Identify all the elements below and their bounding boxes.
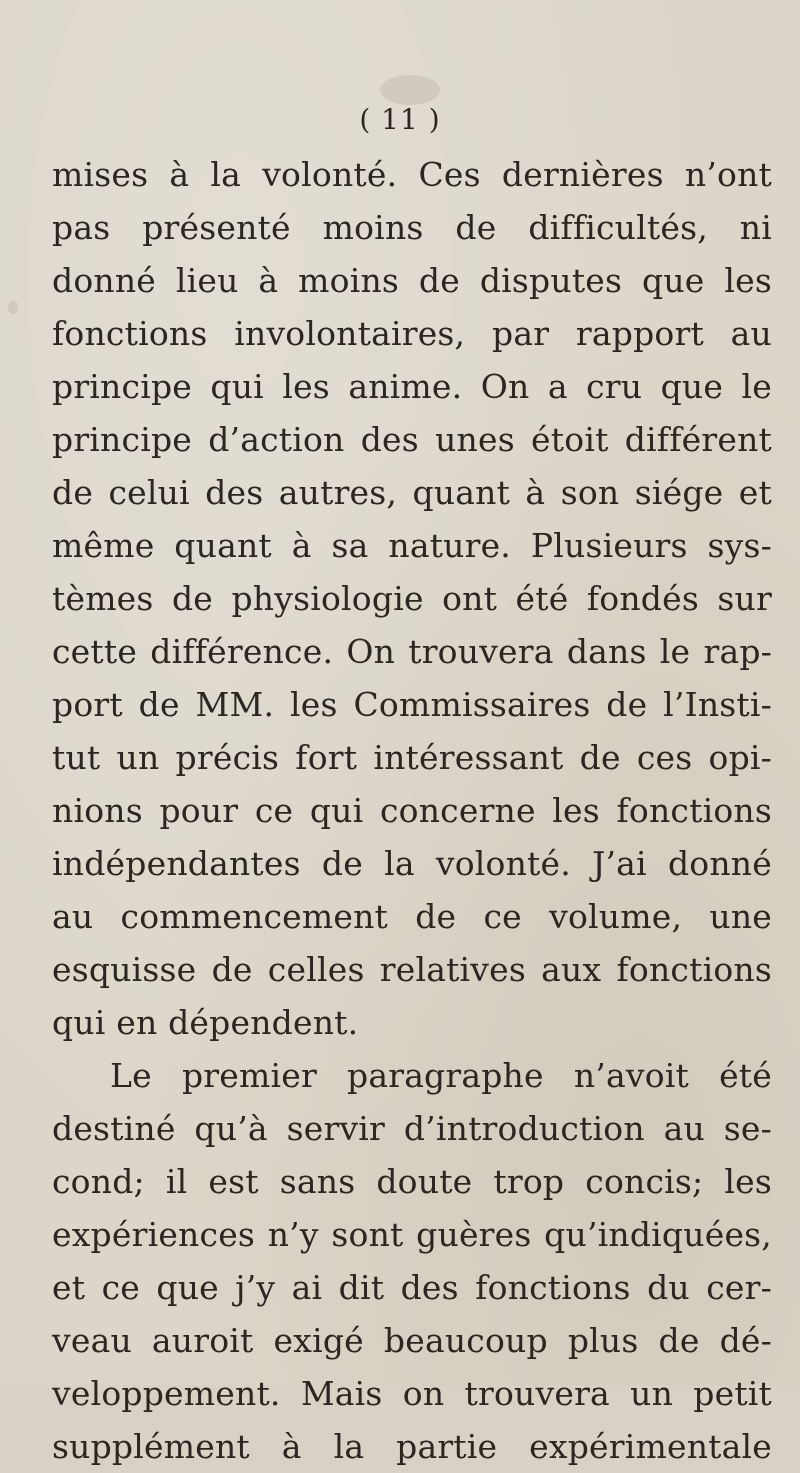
text-line: au commencement de ce volume, une bbox=[52, 897, 772, 936]
text-line: fonctions involontaires, par rapport au bbox=[52, 314, 772, 353]
text-line: principe d’action des unes étoit différent bbox=[52, 420, 772, 459]
text-line: nions pour ce qui concerne les fonctions bbox=[52, 791, 772, 830]
text-line: indépendantes de la volonté. J’ai donné bbox=[52, 844, 772, 883]
text-line: pas présenté moins de difficultés, ni bbox=[52, 208, 772, 247]
text-line: tut un précis fort intéressant de ces opi- bbox=[52, 738, 772, 777]
text-line: cette différence. On trouvera dans le rap- bbox=[52, 632, 772, 671]
paragraph-start-line: Le premier paragraphe n’avoit été bbox=[110, 1056, 772, 1095]
text-line: supplément à la partie expérimentale bbox=[52, 1427, 772, 1466]
text-line: port de MM. les Commissaires de l’Insti- bbox=[52, 685, 772, 724]
page-number: ( 11 ) bbox=[359, 103, 441, 136]
text-line: principe qui les anime. On a cru que le bbox=[52, 367, 772, 406]
text-line: esquisse de celles relatives aux fonctions bbox=[52, 950, 772, 989]
text-line: expériences n’y sont guères qu’indiquées, bbox=[52, 1215, 772, 1254]
text-line: donné lieu à moins de disputes que les bbox=[52, 261, 772, 300]
paragraph-end-line: qui en dépendent. bbox=[52, 1003, 359, 1042]
text-line: veau auroit exigé beaucoup plus de dé- bbox=[52, 1321, 772, 1360]
text-line: de celui des autres, quant à son siége et bbox=[52, 473, 772, 512]
text-line: cond; il est sans doute trop concis; les bbox=[52, 1162, 772, 1201]
text-line: destiné qu’à servir d’introduction au se- bbox=[52, 1109, 772, 1148]
text-line: mises à la volonté. Ces dernières n’ont bbox=[52, 155, 772, 194]
paper-stain bbox=[8, 300, 18, 314]
body-text bbox=[52, 148, 772, 1473]
text-line: même quant à sa nature. Plusieurs sys- bbox=[52, 526, 772, 565]
text-line: veloppement. Mais on trouvera un petit bbox=[52, 1374, 772, 1413]
text-line: tèmes de physiologie ont été fondés sur bbox=[52, 579, 772, 618]
text-line: et ce que j’y ai dit des fonctions du cer- bbox=[52, 1268, 772, 1307]
